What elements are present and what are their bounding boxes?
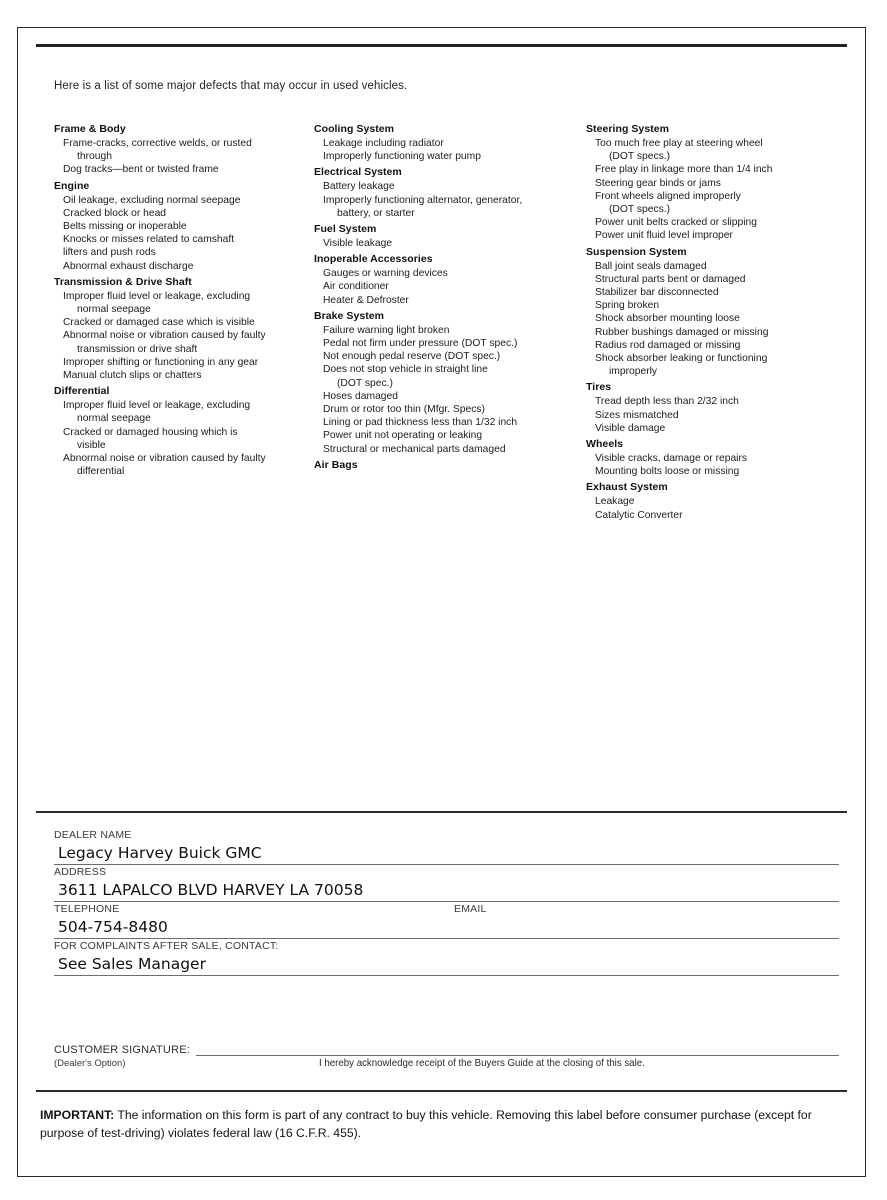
group-items <box>586 260 826 379</box>
group-items <box>54 290 306 382</box>
list-item: Air conditioner <box>323 281 389 293</box>
group-items <box>314 237 578 250</box>
list-item: Structural parts bent or damaged <box>595 273 746 285</box>
group-items <box>586 495 826 521</box>
defects-column-1 <box>54 122 314 524</box>
dealer-contact-row[interactable] <box>54 902 839 939</box>
dealer-telephone-field[interactable] <box>54 902 454 938</box>
list-item: Cracked or damaged housing which is visible <box>63 426 238 451</box>
email-label: EMAIL <box>454 903 487 915</box>
signature-block <box>54 1043 839 1069</box>
list-item: Spring broken <box>595 300 660 312</box>
list-item: Not enough pedal reserve (DOT spec.) <box>323 351 501 363</box>
defects-columns <box>54 122 834 524</box>
list-item: Steering gear binds or jams <box>595 177 721 189</box>
defect-group <box>54 384 306 478</box>
list-item: Improper shifting or functioning in any gear <box>63 356 259 368</box>
list-item: Mounting bolts loose or missing <box>595 466 740 478</box>
intro-text: Here is a list of some major defects that may occur in used vehicles. <box>54 80 408 92</box>
group-items <box>586 452 826 478</box>
list-item: Stabilizer bar disconnected <box>595 287 719 299</box>
list-item: Leakage <box>595 496 635 508</box>
top-divider <box>36 44 847 47</box>
group-items <box>54 194 306 273</box>
group-title: Suspension System <box>586 245 687 258</box>
dealer-email-field[interactable] <box>454 902 839 938</box>
list-item: Improperly functioning alternator, generator, battery, or starter <box>323 194 523 219</box>
list-item: Abnormal noise or vibration caused by faulty differential <box>63 453 266 478</box>
list-item: Gauges or warning devices <box>323 268 448 280</box>
list-item: Cracked block or head <box>63 207 167 219</box>
list-item: Improper fluid level or leakage, excluding normal seepage <box>63 400 251 425</box>
group-title: Cooling System <box>314 123 395 135</box>
group-items <box>586 137 826 243</box>
list-item: Power unit not operating or leaking <box>323 430 483 442</box>
group-title: Engine <box>54 179 90 192</box>
important-notice <box>40 1106 843 1142</box>
list-item: Frame-cracks, corrective welds, or rusted through <box>63 138 252 163</box>
group-title: Tires <box>586 381 612 394</box>
telephone-label: TELEPHONE <box>54 903 120 915</box>
group-title: Fuel System <box>314 223 377 236</box>
list-item: Visible damage <box>595 422 666 434</box>
signature-line[interactable] <box>196 1043 839 1056</box>
acknowledgement-text: I hereby acknowledge receipt of the Buyers Guide at the closing of this sale. <box>319 1058 645 1069</box>
list-item: Shock absorber mounting loose <box>595 313 740 325</box>
dealer-address-value: 3611 LAPALCO BLVD HARVEY LA 70058 <box>58 881 364 899</box>
list-item: Front wheels aligned improperly (DOT specs.) <box>595 190 741 216</box>
list-item: lifters and push rods <box>63 247 156 259</box>
list-item: Manual clutch slips or chatters <box>63 370 202 382</box>
list-item: Knocks or misses related to camshaft <box>63 234 235 246</box>
group-items <box>54 399 306 478</box>
list-item: Sizes mismatched <box>595 409 679 421</box>
group-title: Differential <box>54 385 110 398</box>
list-item: Free play in linkage more than 1/4 inch <box>595 164 773 176</box>
group-title: Air Bags <box>314 458 358 471</box>
list-item: Oil leakage, excluding normal seepage <box>63 194 241 206</box>
list-item: Hoses damaged <box>323 390 398 402</box>
list-item: Improperly functioning water pump <box>323 151 481 163</box>
list-item: Shock absorber leaking or functioning improperly <box>595 353 768 378</box>
group-title: Inoperable Accessories <box>314 253 433 266</box>
list-item: Heater & Defroster <box>323 294 409 306</box>
list-item: Abnormal noise or vibration caused by faulty transmission or drive shaft <box>63 330 266 355</box>
group-items <box>314 324 578 456</box>
complaints-label: FOR COMPLAINTS AFTER SALE, CONTACT: <box>54 940 279 952</box>
group-title: Brake System <box>314 309 385 322</box>
defect-group <box>314 309 578 456</box>
list-item: Lining or pad thickness less than 1/32 inch <box>323 417 518 429</box>
important-text: The information on this form is part of any contract to buy this vehicle. Removing this label before consumer purchase (except for purpose of test-driving) violates federal law (16 C.F.R. 455). <box>40 1108 812 1140</box>
group-items <box>54 137 306 177</box>
defect-group <box>314 458 578 473</box>
buyers-guide-page <box>17 27 866 1177</box>
list-item: Too much free play at steering wheel (DOT specs.) <box>595 138 763 163</box>
defect-group <box>586 245 826 379</box>
defect-group <box>586 437 826 478</box>
list-item: Pedal not firm under pressure (DOT spec.) <box>323 338 518 350</box>
bottom-divider <box>36 1090 847 1092</box>
dealer-address-label: ADDRESS <box>54 866 107 878</box>
list-item: Does not stop vehicle in straight line (DOT spec.) <box>323 364 488 389</box>
defect-group <box>54 179 306 273</box>
list-item: Failure warning light broken <box>323 324 450 336</box>
group-title: Steering System <box>586 123 670 135</box>
defect-group <box>314 222 578 250</box>
signature-subrow <box>54 1058 839 1069</box>
defects-column-2 <box>314 122 586 524</box>
group-items <box>314 180 578 220</box>
middle-divider <box>36 811 847 813</box>
list-item: Ball joint seals damaged <box>595 260 707 272</box>
defect-group <box>586 480 826 521</box>
dealer-option-note: (Dealer's Option) <box>54 1058 126 1069</box>
signature-row[interactable] <box>54 1043 839 1056</box>
list-item: Tread depth less than 2/32 inch <box>595 396 739 408</box>
defect-group <box>54 122 306 177</box>
defect-group <box>314 122 578 163</box>
defect-group <box>54 275 306 382</box>
complaints-contact-field[interactable] <box>54 939 839 976</box>
list-item: Cracked or damaged case which is visible <box>63 317 255 329</box>
group-items <box>586 395 826 435</box>
list-item: Rubber bushings damaged or missing <box>595 326 769 338</box>
defect-group <box>586 122 826 243</box>
defect-group <box>314 165 578 220</box>
group-title: Transmission & Drive Shaft <box>54 275 192 288</box>
important-heading: IMPORTANT: <box>40 1108 115 1122</box>
defect-group <box>586 380 826 435</box>
defect-group <box>314 252 578 307</box>
list-item: Improper fluid level or leakage, excluding normal seepage <box>63 290 251 316</box>
list-item: Drum or rotor too thin (Mfgr. Specs) <box>323 404 485 416</box>
group-items <box>314 137 578 163</box>
dealer-info-block <box>54 828 839 976</box>
customer-signature-label: CUSTOMER SIGNATURE: <box>54 1044 191 1056</box>
dealer-address-field[interactable] <box>54 865 839 902</box>
group-title: Exhaust System <box>586 481 668 494</box>
list-item: Visible leakage <box>323 238 393 250</box>
list-item: Battery leakage <box>323 181 395 193</box>
list-item: Dog tracks—bent or twisted frame <box>63 164 219 176</box>
group-title: Frame & Body <box>54 123 126 135</box>
group-title: Wheels <box>586 438 624 451</box>
dealer-name-value: Legacy Harvey Buick GMC <box>58 844 262 862</box>
list-item: Power unit belts cracked or slipping <box>595 217 757 229</box>
defects-column-3 <box>586 122 834 524</box>
list-item: Catalytic Converter <box>595 509 683 521</box>
list-item: Structural or mechanical parts damaged <box>323 443 506 455</box>
dealer-name-field[interactable] <box>54 828 839 865</box>
group-title: Electrical System <box>314 166 402 179</box>
complaints-value: See Sales Manager <box>58 955 206 973</box>
list-item: Power unit fluid level improper <box>595 230 733 242</box>
list-item: Leakage including radiator <box>323 138 444 149</box>
dealer-name-label: DEALER NAME <box>54 829 132 841</box>
list-item: Visible cracks, damage or repairs <box>595 453 748 465</box>
list-item: Abnormal exhaust discharge <box>63 260 194 272</box>
list-item: Radius rod damaged or missing <box>595 339 741 351</box>
group-items <box>314 267 578 307</box>
telephone-value: 504-754-8480 <box>58 918 168 936</box>
list-item: Belts missing or inoperable <box>63 221 187 233</box>
